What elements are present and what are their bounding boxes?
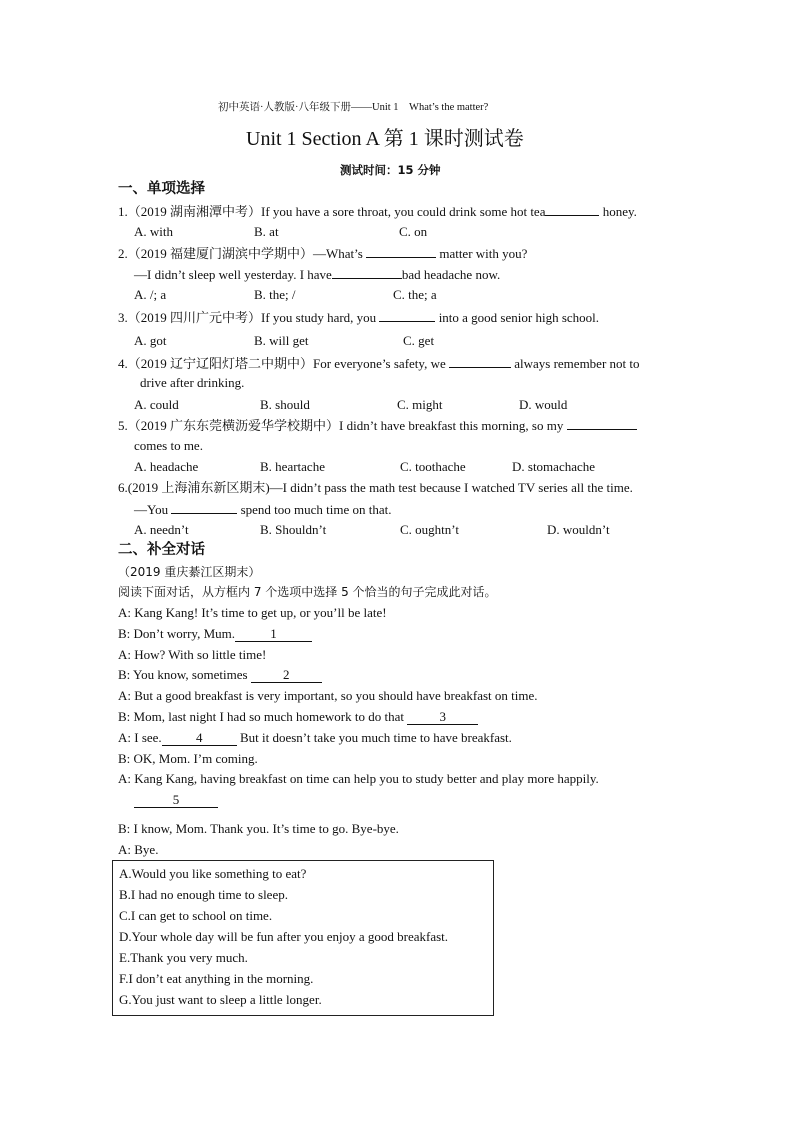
question-4 [118,355,640,372]
q3-option-b: B. will get [254,333,309,348]
q3-blank[interactable] [379,309,435,322]
question-2-line-2 [134,266,500,283]
q2-blank-2[interactable] [332,266,402,279]
q6-line2-post: spend too much time on that. [237,502,392,517]
option-d: D.Your whole day will be fun after you enjoy a good breakfast. [119,929,449,944]
q4-blank[interactable] [449,355,511,368]
options-box [112,860,494,1016]
q2-option-b: B. the; / [254,287,296,302]
q6-blank[interactable] [171,501,237,514]
q4-stem-post: always remember not to [510,356,640,371]
section-heading-single-choice: 一、单项选择 [118,181,205,197]
dialogue-blank-3[interactable]: 3 [407,710,478,725]
q4-option-b: B. should [260,397,310,412]
dialogue-line-4-text: B: You know, sometimes [118,667,251,682]
dialogue-line-7-pre: A: I see. [118,730,162,745]
option-a: A.Would you like something to eat? [119,866,307,881]
dialogue-line-9-cont [134,792,218,808]
option-b: B.I had no enough time to sleep. [119,887,288,902]
question-5 [118,417,637,434]
option-f: F.I don’t eat anything in the morning. [119,971,314,986]
q2-line2-post: bad headache now. [401,267,501,282]
dialogue-line-10: B: I know, Mom. Thank you. It’s time to go. Bye-bye. [118,821,399,836]
q2-blank-1[interactable] [366,245,436,258]
q5-option-a: A. headache [134,459,199,474]
q4-option-a: A. could [134,397,179,412]
option-e: E.Thank you very much. [119,950,248,965]
q2-stem-pre: 2.（2019 福建厦门湖滨中学期中）—What’s [118,246,367,261]
section-heading-dialogue: 二、补全对话 [118,542,205,558]
question-6: 6.(2019 上海浦东新区期末)—I didn’t pass the math test because I watched TV series all the time. [118,480,633,495]
dialogue-line-6 [118,709,478,725]
q3-option-c: C. get [403,333,435,348]
question-2 [118,245,527,262]
option-g: G.You just want to sleep a little longer. [119,992,322,1007]
q4-option-c: C. might [397,397,443,412]
q3-option-a: A. got [134,333,167,348]
dialogue-blank-4[interactable]: 4 [162,731,237,746]
option-c: C.I can get to school on time. [119,908,273,923]
q5-option-b: B. heartache [260,459,325,474]
question-1 [118,203,637,220]
q5-blank[interactable] [567,417,637,430]
q6-option-d: D. wouldn’t [547,522,610,537]
page-title: Unit 1 Section A 第 1 课时测试卷 [246,128,524,150]
q1-option-a: A. with [134,224,173,239]
dialogue-line-1: A: Kang Kang! It’s time to get up, or you’ll be late! [118,605,387,620]
dialogue-blank-1[interactable]: 1 [235,627,312,642]
q5-option-c: C. toothache [400,459,466,474]
dialogue-line-11: A: Bye. [118,842,159,857]
question-3 [118,309,599,326]
dialogue-line-4 [118,667,322,683]
dialogue-line-5: A: But a good breakfast is very important, so you should have breakfast on time. [118,688,538,703]
q4-option-d: D. would [519,397,568,412]
q5-option-d: D. stomachache [512,459,596,474]
question-4-line-2: drive after drinking. [140,375,245,390]
question-6-line-2 [134,501,392,518]
q4-stem-pre: 4.（2019 辽宁辽阳灯塔二中期中）For everyone’s safety, we [118,356,449,371]
dialogue-line-2 [118,626,312,642]
q3-stem-post: into a good senior high school. [435,310,600,325]
dialogue-line-6-text: B: Mom, last night I had so much homework to do that [118,709,408,724]
q6-line2-pre: —You [134,502,172,517]
dialogue-line-8: B: OK, Mom. I’m coming. [118,751,258,766]
test-time: 测试时间：15 分钟 [340,163,441,177]
dialogue-line-7 [118,730,512,746]
dialogue-instruction: 阅读下面对话，从方框内 7 个选项中选择 5 个恰当的句子完成此对话。 [118,585,497,599]
q2-line2-pre: —I didn’t sleep well yesterday. I have [134,267,332,282]
q6-option-a: A. needn’t [134,522,189,537]
q1-option-b: B. at [254,224,279,239]
q1-stem-post: honey. [599,204,637,219]
dialogue-line-2-text: B: Don’t worry, Mum. [118,626,235,641]
q6-option-c: C. oughtn’t [400,522,459,537]
dialogue-line-7-post: But it doesn’t take you much time to have breakfast. [236,730,512,745]
q6-option-b: B. Shouldn’t [260,522,327,537]
dialogue-blank-2[interactable]: 2 [251,668,322,683]
dialogue-line-9: A: Kang Kang, having breakfast on time can help you to study better and play more happily. [118,771,599,786]
q2-option-a: A. /; a [134,287,167,302]
dialogue-source: （2019 重庆綦江区期末） [118,565,261,579]
q5-stem-pre: 5.（2019 广东东莞横沥爱华学校期中）I didn’t have breakfast this morning, so my [118,418,567,433]
q3-stem-pre: 3.（2019 四川广元中考）If you study hard, you [118,310,380,325]
q1-blank[interactable] [545,203,599,216]
dialogue-line-3: A: How? With so little time! [118,647,267,662]
q2-stem-post: matter with you? [436,246,528,261]
question-5-line-2: comes to me. [134,438,203,453]
dialogue-blank-5[interactable]: 5 [134,793,218,808]
breadcrumb: 初中英语·人教版·八年级下册——Unit 1 What’s the matter? [218,102,489,113]
q1-option-c: C. on [399,224,428,239]
q1-stem-pre: 1.（2019 湖南湘潭中考）If you have a sore throat, you could drink some hot tea [118,204,546,219]
q2-option-c: C. the; a [393,287,437,302]
